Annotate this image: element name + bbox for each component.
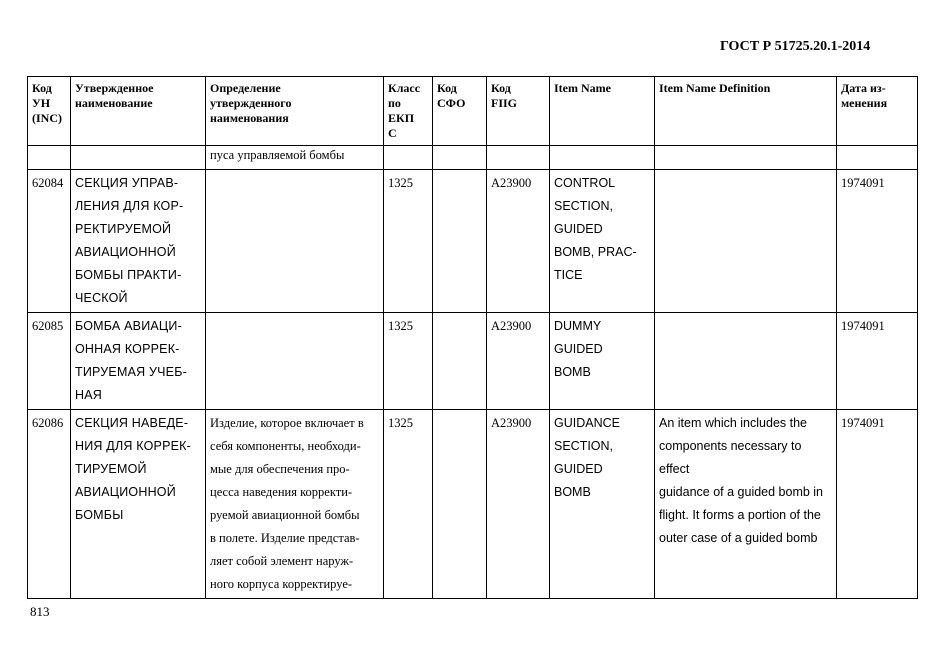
cell-item-name: DUMMY GUIDED BOMB <box>550 313 655 410</box>
table-row <box>28 170 918 313</box>
cell-definition <box>206 313 384 410</box>
column-header-approved-name: Утвержденное наименование <box>71 77 206 146</box>
cell-name: СЕКЦИЯ НАВЕДЕ- НИЯ ДЛЯ КОРРЕК- ТИРУЕМОЙ АВИАЦИОННОЙ БОМБЫ <box>71 410 206 599</box>
cell-sfo <box>433 410 487 599</box>
cell-inc <box>28 146 71 170</box>
cell-sfo <box>433 170 487 313</box>
cell-date: 1974091 <box>837 170 918 313</box>
table-row-continuation <box>28 146 918 170</box>
cell-name: БОМБА АВИАЦИ- ОННАЯ КОРРЕК- ТИРУЕМАЯ УЧЕБ- НАЯ <box>71 313 206 410</box>
cell-fiig <box>487 146 550 170</box>
document-header: ГОСТ Р 51725.20.1-2014 <box>720 39 871 54</box>
cell-date: 1974091 <box>837 313 918 410</box>
table-header-row <box>28 77 918 146</box>
cell-class <box>384 146 433 170</box>
cell-inc: 62085 <box>28 313 71 410</box>
cell-inc: 62086 <box>28 410 71 599</box>
catalog-table <box>27 76 918 599</box>
cell-class: 1325 <box>384 313 433 410</box>
table-row <box>28 410 918 599</box>
cell-sfo <box>433 313 487 410</box>
column-header-change-date: Дата из- менения <box>837 77 918 146</box>
cell-fiig: A23900 <box>487 170 550 313</box>
cell-item-name: CONTROL SECTION, GUIDED BOMB, PRAC- TICE <box>550 170 655 313</box>
cell-date <box>837 146 918 170</box>
cell-item-definition <box>655 146 837 170</box>
column-header-item-name: Item Name <box>550 77 655 146</box>
column-header-class: Класс по ЕКП С <box>384 77 433 146</box>
table-row <box>28 313 918 410</box>
cell-name <box>71 146 206 170</box>
cell-inc: 62084 <box>28 170 71 313</box>
cell-date: 1974091 <box>837 410 918 599</box>
cell-definition: Изделие, которое включает в себя компоненты, необходи- мые для обеспечения про- цесса наведения корректи- руемой авиационной бомбы в полете. Изделие представ- ляет собой элемент наруж- ного корпуса корректируе- <box>206 410 384 599</box>
column-header-fiig: Код FIIG <box>487 77 550 146</box>
cell-name: СЕКЦИЯ УПРАВ- ЛЕНИЯ ДЛЯ КОР- РЕКТИРУЕМОЙ АВИАЦИОННОЙ БОМБЫ ПРАКТИ- ЧЕСКОЙ <box>71 170 206 313</box>
cell-sfo <box>433 146 487 170</box>
cell-item-definition <box>655 170 837 313</box>
cell-fiig: A23900 <box>487 410 550 599</box>
cell-definition: пуса управляемой бомбы <box>206 146 384 170</box>
cell-fiig: A23900 <box>487 313 550 410</box>
column-header-definition: Определение утвержденного наименования <box>206 77 384 146</box>
cell-class: 1325 <box>384 410 433 599</box>
column-header-inc: Код УН (INC) <box>28 77 71 146</box>
cell-definition <box>206 170 384 313</box>
cell-item-definition: An item which includes the components necessary to effect guidance of a guided bomb in flight. It forms a portion of the outer case of a guided bomb <box>655 410 837 599</box>
column-header-sfo: Код СФО <box>433 77 487 146</box>
page-number: 813 <box>30 604 50 619</box>
cell-item-name <box>550 146 655 170</box>
cell-class: 1325 <box>384 170 433 313</box>
cell-item-definition <box>655 313 837 410</box>
cell-item-name: GUIDANCE SECTION, GUIDED BOMB <box>550 410 655 599</box>
column-header-item-name-definition: Item Name Definition <box>655 77 837 146</box>
